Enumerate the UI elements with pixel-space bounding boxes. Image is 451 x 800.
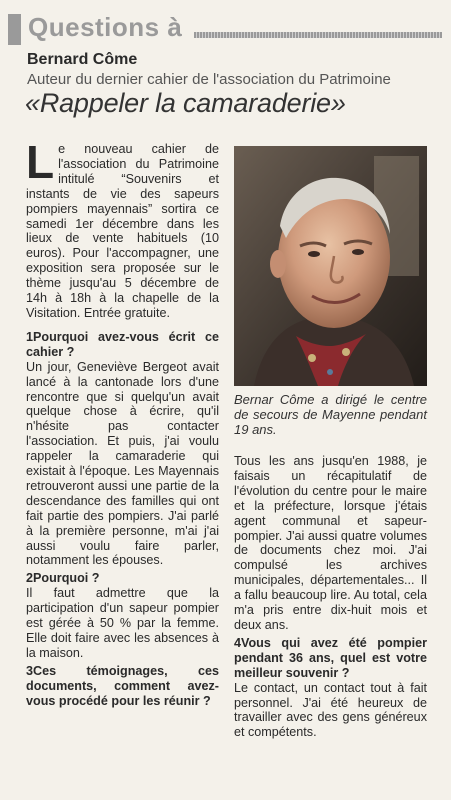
author-role: Auteur du dernier cahier de l'association du Patrimoine (27, 71, 391, 88)
section-rubric (8, 14, 444, 46)
intro-paragraph (26, 136, 219, 321)
question-2: 2Pourquoi ? (26, 571, 100, 586)
drop-cap: L (26, 136, 55, 188)
question-3: 3Ces témoignages, ces documents, comment avez-vous procédé pour les réunir ? (26, 663, 219, 708)
article-headline: «Rappeler la camaraderie» (25, 88, 346, 118)
answer-4: Le contact, un contact tout à fait personnel. J'ai été heureux de travailler avec des gens généreux et compétents. (234, 680, 427, 740)
rubric-bar (8, 14, 21, 45)
answer-2: Il faut admettre que la participation d'un sapeur pompier est gérée à 50 % par la femme. Elle doit faire avec les absences à la maison. (26, 586, 219, 660)
photo-caption: Bernar Côme a dirigé le centre de secours de Mayenne pendant 19 ans. (234, 392, 427, 437)
question-1: 1Pourquoi avez-vous écrit ce cahier ? (26, 329, 219, 359)
left-column (26, 136, 219, 709)
rubric-rule (194, 32, 442, 38)
author-name: Bernard Côme (27, 51, 138, 68)
answer-3: Tous les ans jusqu'en 1988, je faisais un récapitulatif de l'évolution du centre pour le maire et la préfecture, lorsque j'étais agent communal et sapeur-pompier. J'ai aussi quatre volumes de documents chez moi. J'ai compulsé les archives municipales, départementales... Il a fallu beaucoup lire. Au total, cela m'a pris entre dix-huit mois et deux ans. (234, 454, 427, 632)
portrait-photo (234, 146, 427, 386)
rubric-title: Questions à (28, 12, 183, 42)
portrait-illustration (234, 146, 427, 386)
right-column (234, 454, 427, 740)
question-4: 4Vous qui avez été pompier pendant 36 ans, quel est votre meilleur souvenir ? (234, 635, 427, 680)
intro-text: e nouveau cahier de l'association du Patrimoine intitulé “Souvenirs et instants de vie des sapeurs pompiers mayennais” sortira ce samedi 1er décembre dans les lieux de vente habituels (10 euros). Pour l'accompagner, une exposition sera proposée sur le thème jusqu'au 5 décembre de 14h à 18h à la chapelle de la Visitation. Entrée gratuite. (26, 142, 219, 320)
answer-1: Un jour, Geneviève Bergeot avait lancé à la cantonade lors d'une rencontre que si quelqu'un avait quelque chose à écrire, qu'il n'hésite pas contacter l'association. Et puis, j'ai voulu rappeler la camaraderie qui existait à l'époque. Les Mayennais retrouveront aussi une partie de la descendance des familles qui ont fait partie des pompiers. J'ai parlé à la première personne, m'ai j'ai aussi voulu faire parler, notamment les épouses. (26, 359, 219, 568)
